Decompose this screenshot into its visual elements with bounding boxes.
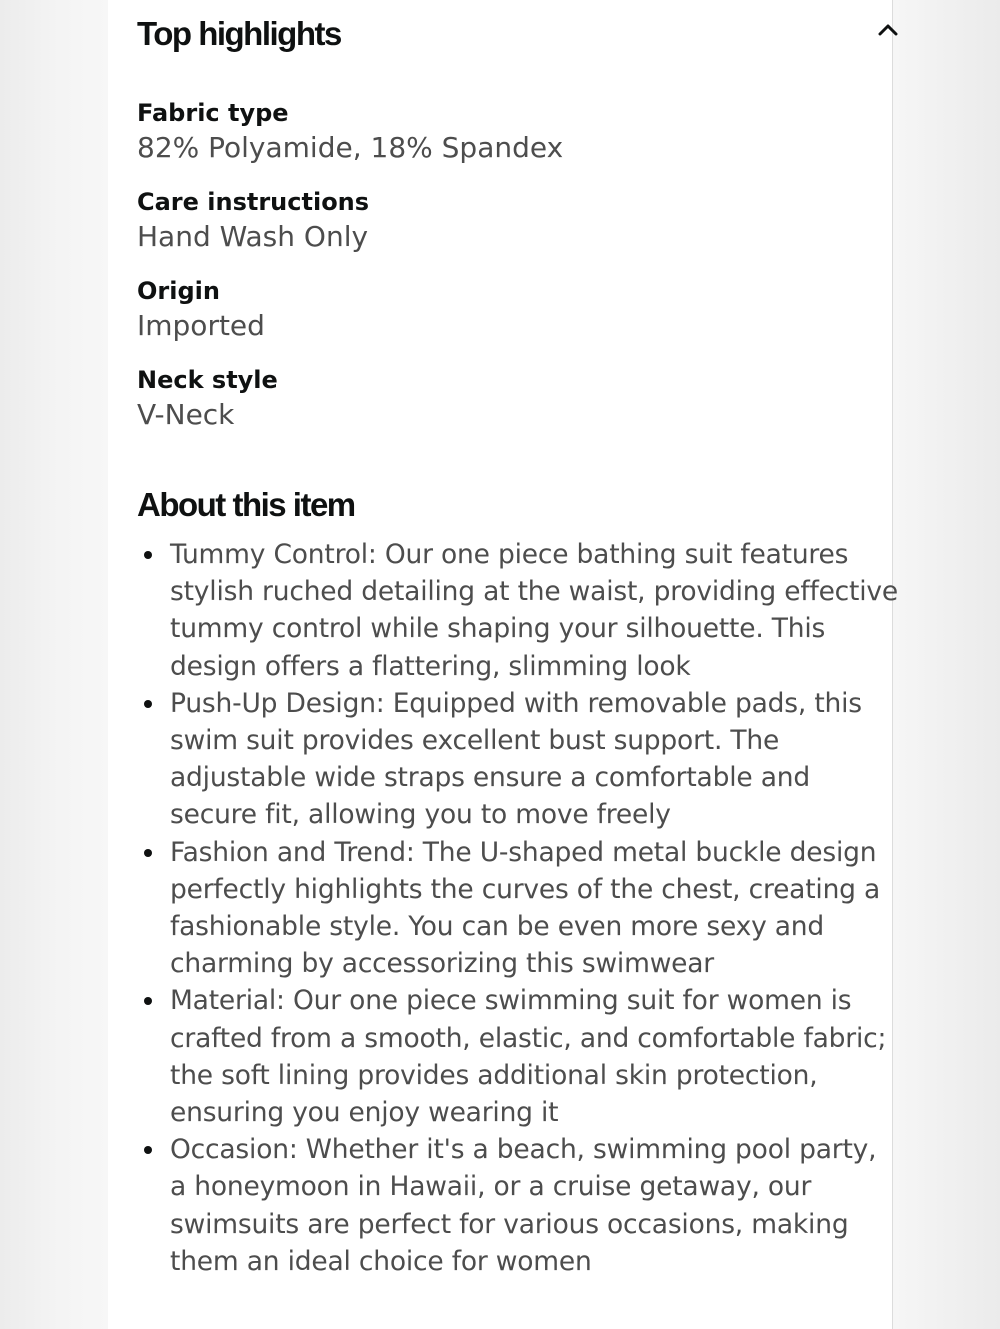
highlight-label: Neck style [137,366,278,394]
highlight-fabric-type [137,96,877,185]
about-bullet-list [170,536,900,1280]
highlight-value: Imported [137,309,265,342]
top-highlights-title: Top highlights [137,15,341,52]
bullet-fashion-and-trend: Fashion and Trend: The U-shaped metal buckle design perfectly highlights the curves of the chest, creating a fashionable style. You can be even more sexy and charming by accessorizing this swimwear [170,834,900,983]
product-details-panel [108,0,898,1329]
about-this-item-title: About this item [137,486,355,523]
highlight-value: Hand Wash Only [137,220,369,253]
highlight-care-instructions [137,185,877,274]
highlights-list [137,96,877,452]
highlight-label: Fabric type [137,99,289,127]
highlight-value: V-Neck [137,398,235,431]
bullet-material: Material: Our one piece swimming suit for women is crafted from a smooth, elastic, and comfortable fabric; the soft lining provides additional skin protection, ensuring you enjoy wearing it [170,982,900,1131]
highlight-neck-style [137,363,877,452]
bullet-tummy-control: Tummy Control: Our one piece bathing suit features stylish ruched detailing at the waist, providing effective tummy control while shaping your silhouette. This design offers a flattering, slimming look [170,536,900,685]
highlight-label: Origin [137,277,220,305]
chevron-up-icon [876,18,900,42]
bullet-push-up-design: Push-Up Design: Equipped with removable pads, this swim suit provides excellent bust support. The adjustable wide straps ensure a comfortable and secure fit, allowing you to move freely [170,685,900,834]
collapse-button[interactable] [876,18,900,42]
highlight-origin [137,274,877,363]
bullet-occasion: Occasion: Whether it's a beach, swimming pool party, a honeymoon in Hawaii, or a cruise getaway, our swimsuits are perfect for various occasions, making them an ideal choice for women [170,1131,900,1280]
top-highlights-header[interactable] [108,0,893,80]
highlight-label: Care instructions [137,188,370,216]
highlight-value: 82% Polyamide, 18% Spandex [137,131,564,164]
